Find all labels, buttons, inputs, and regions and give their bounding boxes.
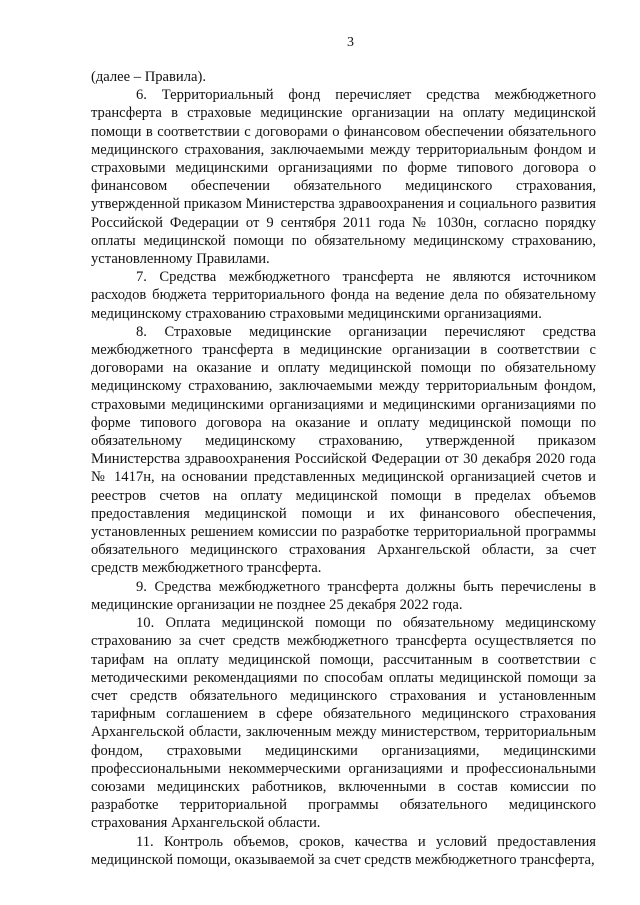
document-body — [91, 68, 596, 869]
paragraph: 7. Средства межбюджетного трансферта не являются источником расходов бюджета территориального фонда на ведение дела по обязательному медицинскому страхованию страховыми медицинскими организациями. — [91, 269, 596, 322]
page-number: 3 — [347, 35, 354, 50]
paragraph: 9. Средства межбюджетного трансферта должны быть перечислены в медицинские организации не позднее 25 декабря 2022 года. — [91, 578, 596, 613]
paragraph: 6. Территориальный фонд перечисляет средства межбюджетного трансферта в страховые медицинские организации на оплату медицинской помощи в соответствии с договорами о финансовом обеспечении обязательного медицинского страхования, заключаемыми между территориальным фондом и страховыми медицинскими организациями по форме типового договора о финансовом обеспечении обязательного медицинского страхования, утвержденной приказом Министерства здравоохранения и социального развития Российской Федерации от 9 сентября 2011 года № 1030н, согласно порядку оплаты медицинской помощи по обязательному медицинскому страхованию, установленному Правилами. — [91, 87, 596, 268]
paragraph: 11. Контроль объемов, сроков, качества и условий предоставления медицинской помощи, оказываемой за счет средств межбюджетного трансферта, — [91, 833, 596, 868]
paragraph: (далее – Правила). — [91, 69, 207, 85]
paragraph: 8. Страховые медицинские организации перечисляют средства межбюджетного трансферта в медицинские организации в соответствии с договорами на оказание и оплату медицинской помощи по обязательному медицинскому страхованию, заключаемыми между территориальным фондом, страховыми медицинскими организациями и медицинскими организациями по форме типового договора на оказание и оплату медицинской помощи по обязательному медицинскому страхованию, утвержденной приказом Министерства здравоохранения Российской Федерации от 30 декабря 2020 года № 1417н, на основании представленных медицинской организацией счетов и реестров счетов на оплату медицинской помощи в пределах объемов предоставления медицинской помощи и их финансового обеспечения, установленных решением комиссии по разработке территориальной программы обязательного медицинского страхования Архангельской области, за счет средств межбюджетного трансферта. — [91, 323, 596, 577]
paragraph: 10. Оплата медицинской помощи по обязательному медицинскому страхованию за счет средств межбюджетного трансферта осуществляется по тарифам на оплату медицинской помощи, рассчитанным в соответствии с методическими рекомендациями по способам оплаты медицинской помощи за счет средств обязательного медицинского страхования и установленным тарифным соглашением в сфере обязательного медицинского страхования Архангельской области, заключенным между министерством, территориальным фондом, страховыми медицинскими организациями, медицинскими профессиональными некоммерческими организациями и профессиональными союзами медицинских работников, включенными в состав комиссии по разработке территориальной программы обязательного медицинского страхования Архангельской области. — [91, 615, 596, 832]
